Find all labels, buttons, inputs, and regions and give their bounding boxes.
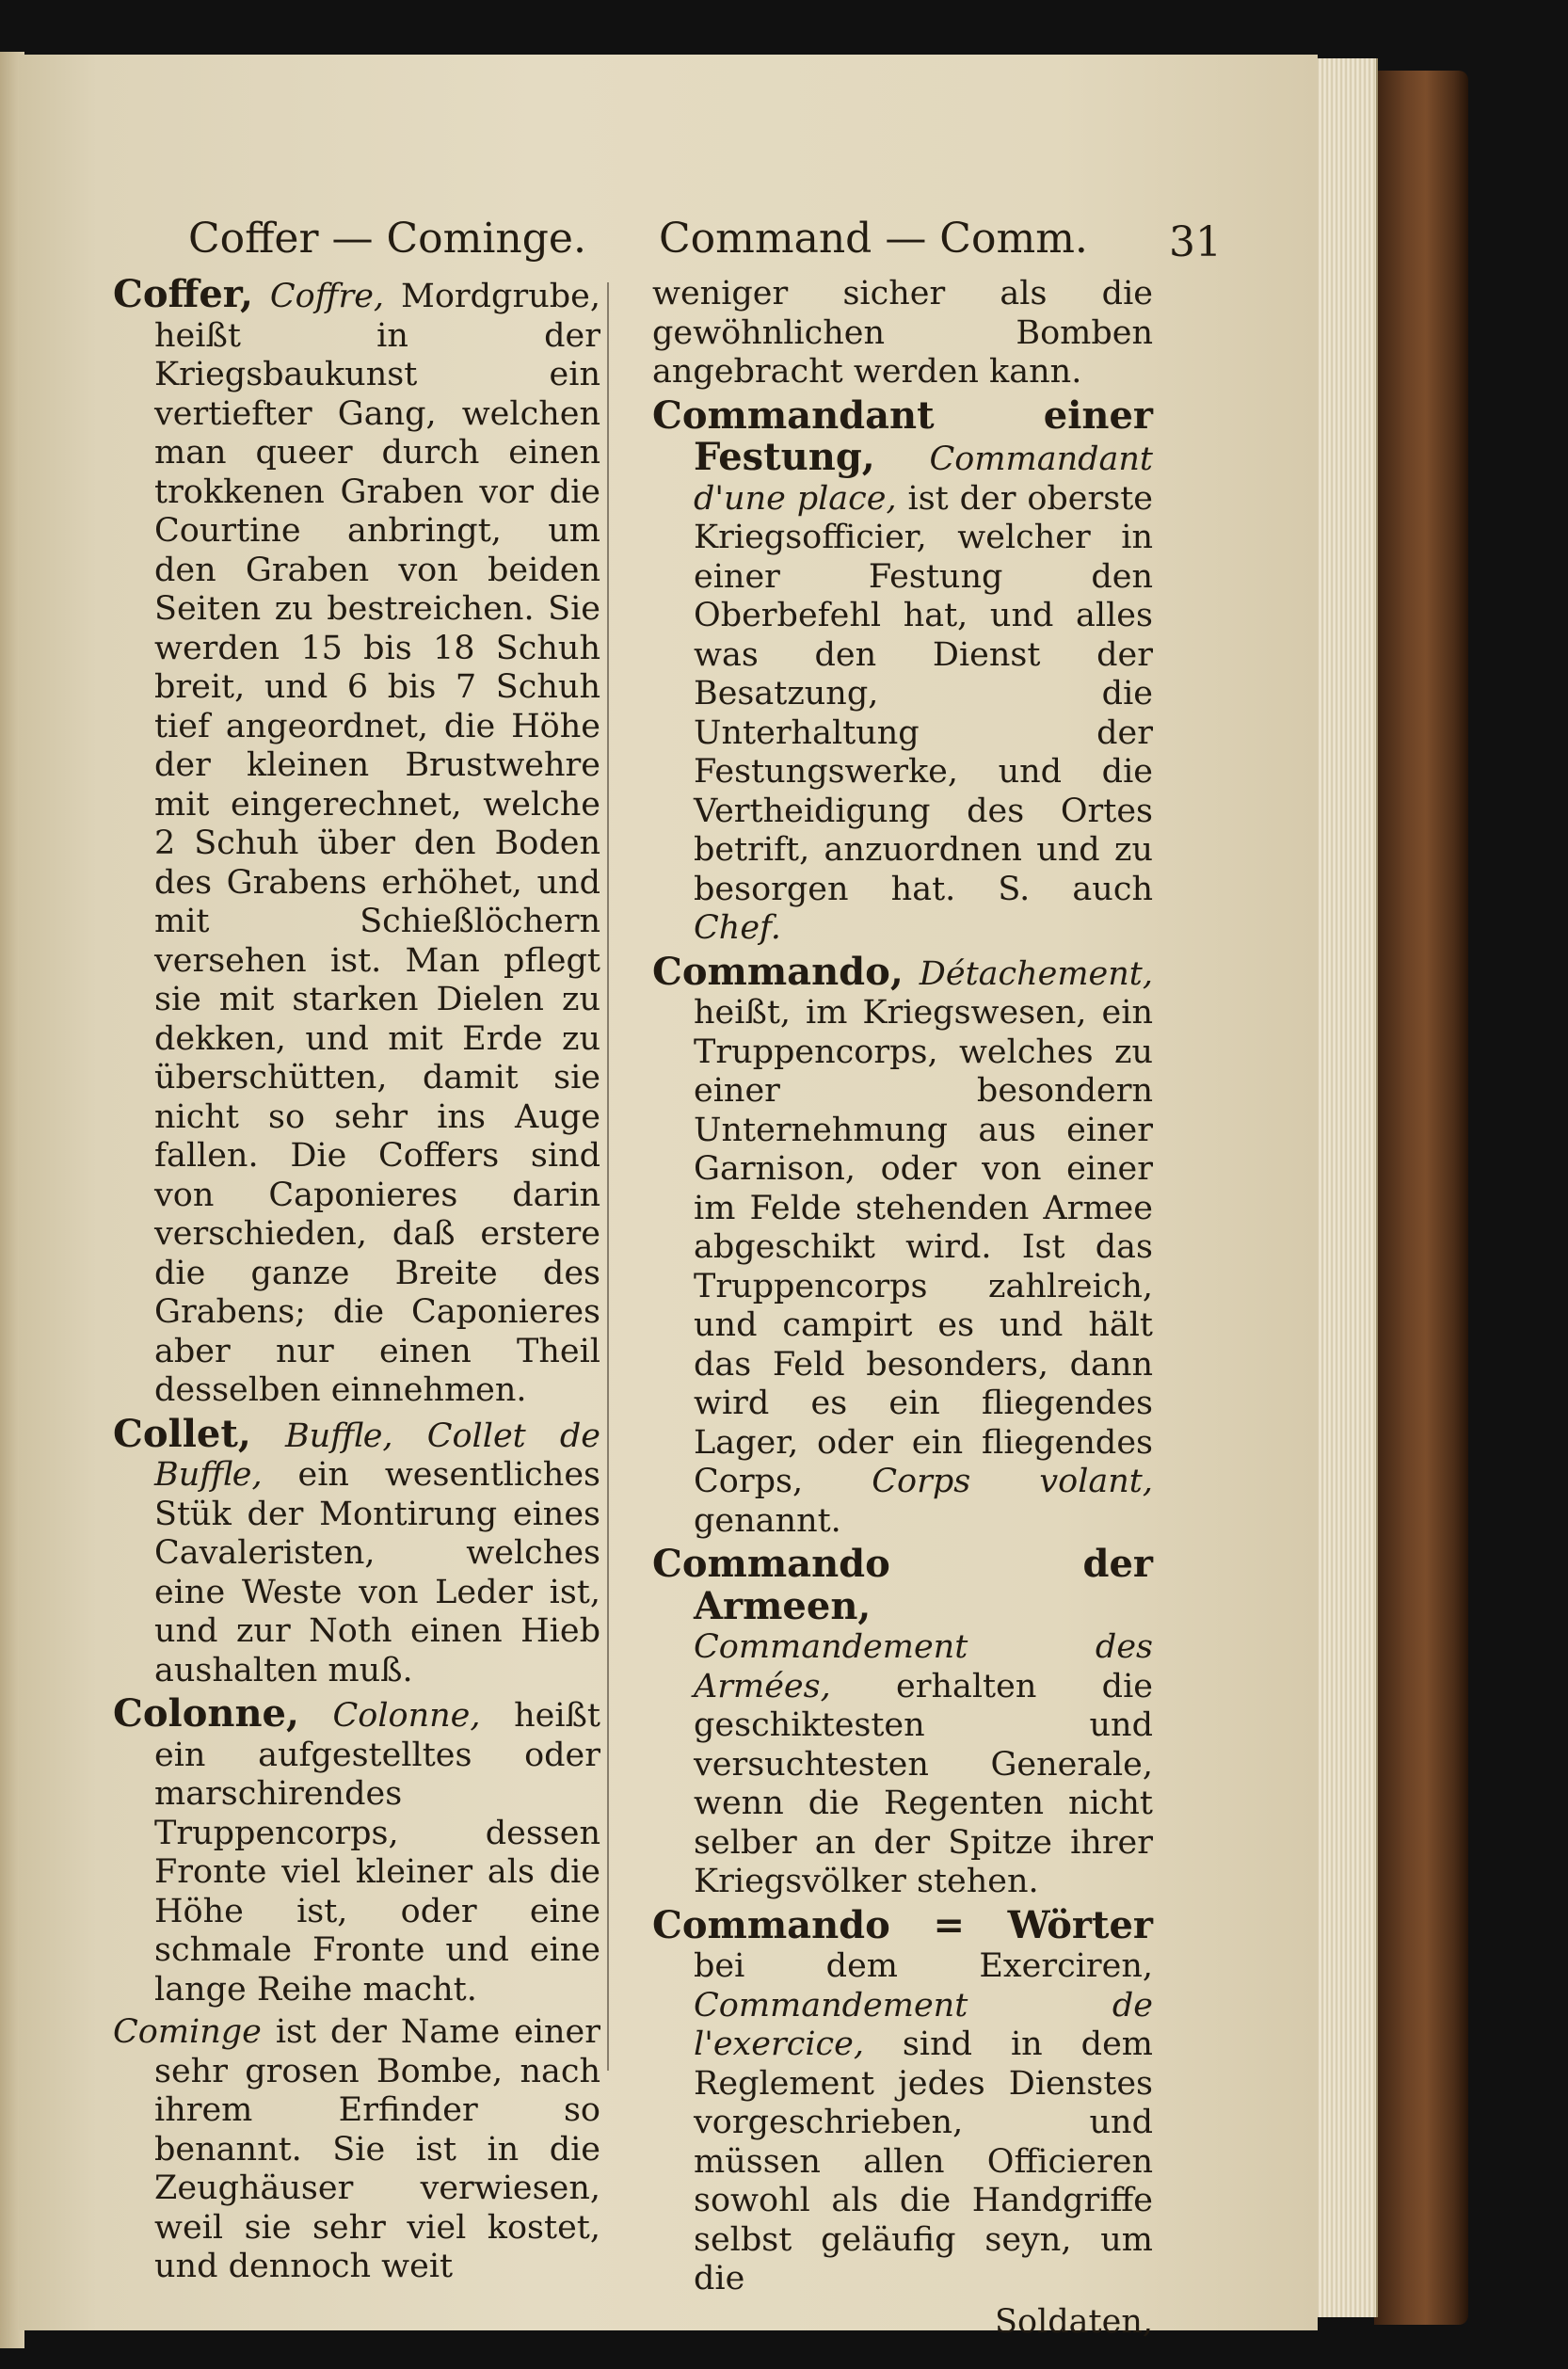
entry-coffer [113,272,600,1411]
entry-text: ein wesentliches Stük der Montirung eines Cavaleristen, welches eine Weste von Leder ist, und zur Noth einen Hieb aushalten muß. [154,1456,600,1689]
lemma: Commando = Wörter [652,1902,1153,1947]
lemma: Commando, [652,949,904,994]
latin-term: Coffre, [269,278,385,315]
entry-cominge [113,2013,600,2287]
lemma: Commandant einer Festung, [652,392,1153,479]
leather-binding [1374,71,1468,2325]
lemma: Coffer, [113,272,253,316]
page-number: 31 [1169,218,1222,266]
latin-term-2: Corps volant, [872,1463,1153,1500]
lemma: Collet, [113,1411,251,1456]
entry-text: Mordgrube, heißt in der Kriegsbaukunst ein vertiefter Gang, welchen man queer durch einen trokkenen Graben vor die Courtine anbringt, um den Graben von beiden Seiten zu bestreichen. Sie werden 15 bis 18 Schuh breit, und 6 bis 7 Schuh tief angeordnet, die Höhe der kleinen Brustwehre mit eingerechnet, welche 2 Schuh über den Boden des Grabens erhöhet, und mit Schießlöchern versehen ist. Man pflegt sie mit starken Dielen zu dekken, und mit Erde zu überschütten, damit sie nicht so sehr ins Auge fallen. Die Coffers sind von Caponieres darin verschieden, daß erstere die ganze Breite des Grabens; die Caponieres aber nur einen Theil desselben einnehmen. [154,278,600,1409]
entry-text-before: bei dem Exerciren, [694,1947,1153,1985]
lemma: Colonne, [113,1691,299,1736]
latin-term: Buffle, Collet de Buffle, [154,1417,600,1494]
latin-term: Commandement des Armées, [694,1628,1153,1705]
latin-term: Colonne, [332,1697,481,1735]
running-head-left: Coffer — Cominge. [188,215,586,263]
entry-text: sind in dem Reglement jedes Dienstes vorgeschrieben, und müssen allen Officieren sowohl als die Handgriffe selbst geläufig seyn, um die [694,2025,1153,2297]
cross-reference: Chef. [694,909,781,947]
continuation-text: weniger sicher als die gewöhnlichen Bomben angebracht werden kann. [652,275,1153,391]
running-head-right: Command — Comm. [659,215,1088,263]
entry-text: heißt ein aufgestelltes oder marschirendes Truppencorps, dessen Fronte viel kleiner als die Höhe ist, oder eine schmale Fronte und eine lange Reihe macht. [154,1697,600,2009]
lemma: Cominge [113,2013,262,2051]
entry-text: heißt, im Kriegswesen, ein Truppencorps, welches zu einer besondern Unternehmung aus einer Garnison, oder von einer im Felde stehenden Armee abgeschikt wird. Ist das Truppencorps zahlreich, und campirt es und hält das Feld besonders, dann wird es ein fliegendes Lager, oder ein fliegendes Corps, [694,994,1153,1500]
right-column [652,275,1153,2342]
entry-tail: genannt. [694,1501,841,1540]
entry-commandant [652,392,1153,949]
latin-term: Commandant d'une place, [694,440,1153,518]
entry-text: ist der oberste Kriegsofficier, welcher in einer Festung den Oberbefehl hat, und alles was den Dienst der Besatzung, die Unterhaltung der Festungswerke, und die Vertheidigung des Ortes betrift, anzuordnen und zu besorgen hat. S. auch [694,479,1153,908]
latin-term: Détachement, [919,954,1153,993]
entry-commando-der-armeen [652,1542,1153,1902]
entry-text: erhalten die geschiktesten und versuchtesten Generale, wenn die Regenten nicht selber an der Spitze ihrer Kriegsvölker stehen. [694,1667,1153,1900]
entry-text: ist der Name einer sehr grosen Bombe, nach ihrem Erfinder so benannt. Sie ist in die Zeughäuser verwiesen, weil sie sehr viel kostet, und dennoch weit [154,2013,600,2285]
lemma: Commando der Armeen, [652,1542,1153,1628]
entry-commando [652,949,1153,1542]
column-rule [607,282,609,2071]
entry-commando-woerter [652,1902,1153,2299]
catchword: Soldaten, [995,2302,1153,2341]
entry-collet [113,1411,600,1691]
entry-colonne [113,1691,600,2009]
left-column [113,272,600,2291]
page-edges [1310,58,1378,2317]
latin-term: Commandement de l'exercice, [694,1986,1153,2063]
